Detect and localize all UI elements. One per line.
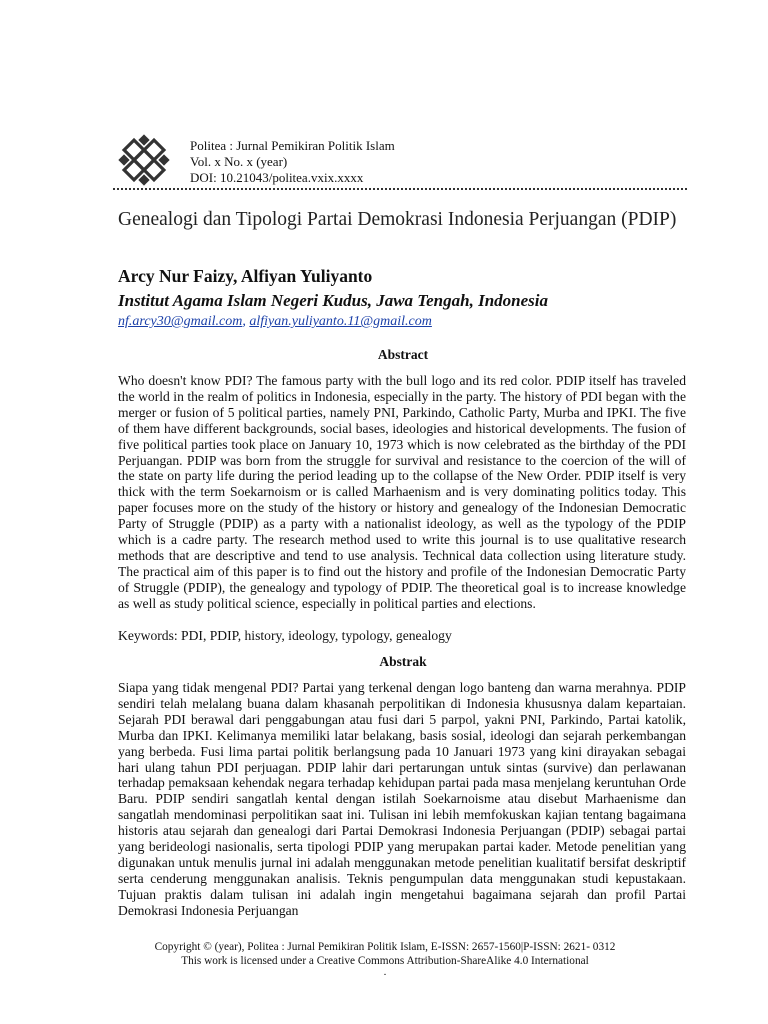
journal-header bbox=[118, 134, 688, 188]
copyright-notice: Copyright © (year), Politea : Jurnal Pemikiran Politik Islam, E-ISSN: 2657-1560|P-ISSN: 2621- 0312 bbox=[154, 941, 616, 953]
keywords: Keywords: PDI, PDIP, history, ideology, typology, genealogy bbox=[118, 628, 452, 643]
abstract-heading: Abstract bbox=[377, 347, 429, 362]
journal-doi: DOI: 10.21043/politea.vxix.xxxx bbox=[190, 170, 364, 185]
abstrak-text: Siapa yang tidak mengenal PDI? Partai yang terkenal dengan logo banteng dan warna merahnya. PDIP sendiri telah melalang buana dalam khasanah perpolitikan di Indonesia khususnya dalam kepartaian. Sejarah PDI berawal dari penggabungan atau fusi dari 5 parpol, yakni PNI, Parkindo, Partai katolik, Murba dan IPKI. Kelimanya memiliki latar belakang, basis sosial, ideologi dan sejarah perkembangan yang berbeda. Fusi lima partai politik berlangsung pada 10 Januari 1973 yang kini dirayakan sebagai hari ulang tahun PDI perjuagan. PDIP lahir dari pertarungan untuk sintas (survive) dan perlawanan terhadap pemaksaan kehendak negara terhadap kehidupan partai pada masa menjelang keruntuhan Orde Baru. PDIP sendiri sangatlah kental dengan istilah Soekarnoisme atau disebut Marhaenisme dan sangatlah mendominasi perpolitikan saat ini. Tulisan ini lebih memfokuskan kajian tentang bagaimana historis atau sejarah dan genealogi dari Partai Demokrasi Indonesia Perjuangan (PDIP) sebagai partai yang berideologi nasionalis, serta tipologi PDIP yang merupakan partai kader. Metode penelitian yang digunakan untuk menulis jurnal ini adalah menggunakan metode penelitian kualitatif bersifat deskriptif serta cenderung menggunakan analisis. Teknis pengumpulan data menggunakan studi kepustakaan. Tujuan praktis dalam tulisan ini adalah ingin mengetahui bagaimana sejarah dan profil Partai Demokrasi Indonesia Perjuangan bbox=[118, 680, 686, 918]
page-footer bbox=[120, 940, 650, 976]
journal-logo-icon bbox=[118, 134, 170, 186]
abstract-text: Who doesn't know PDI? The famous party with the bull logo and its red color. PDIP itself has traveled the world in the realm of politics in Indonesia, especially in the party. The history of PDI began with the merger or fusion of 5 political parties, namely PNI, Parkindo, Catholic Party, Murba and IPKI. The five of them have different backgrounds, social bases, ideologies and historical developments. The fusion of five political parties took place on January 10, 1973 which is now celebrated as the birthday of the PDI Perjuangan. PDIP was born from the struggle for survival and resistance to the coercion of the will of the state on party life during the period leading up to the collapse of the New Order. PDIP itself is very thick with the term Soekarnoism or is called Marhaenism and is very dominating politics today. This paper focuses more on the study of the history or history and genealogy of the Indonesian Democratic Party of Struggle (PDIP) as a party with a nationalist ideology, as well as the typology of the PDIP which is a cadre party. The research method used to write this journal is to use qualitative research methods that are descriptive and tend to use analysis. Technical data collection using literature study. The practical aim of this paper is to find out the history and profile of the Indonesian Democratic Party of Struggle (PDIP), the genealogy and typology of PDIP. The theoretical goal is to increase knowledge as well as study political science, especially in political parties and elections. bbox=[118, 373, 686, 611]
footer-mark: . bbox=[383, 966, 387, 978]
journal-volume: Vol. x No. x (year) bbox=[190, 154, 288, 169]
journal-info bbox=[190, 138, 395, 186]
license-notice: This work is licensed under a Creative Commons Attribution-ShareAlike 4.0 International bbox=[181, 955, 589, 967]
abstrak-heading: Abstrak bbox=[379, 654, 427, 669]
journal-name: Politea : Jurnal Pemikiran Politik Islam bbox=[190, 138, 395, 153]
email-link-1[interactable]: nf.arcy30@gmail.com bbox=[118, 314, 243, 329]
email-separator: , bbox=[242, 314, 250, 329]
email-link-2[interactable]: alfiyan.yuliyanto.11@gmail.com bbox=[249, 314, 432, 329]
paper-title: Genealogi dan Tipologi Partai Demokrasi Indonesia Perjuangan (PDIP) bbox=[118, 209, 677, 230]
header-divider bbox=[113, 188, 687, 190]
author-affiliation: Institut Agama Islam Negeri Kudus, Jawa Tengah, Indonesia bbox=[118, 291, 548, 310]
paper-authors: Arcy Nur Faizy, Alfiyan Yuliyanto bbox=[118, 266, 373, 286]
author-emails bbox=[118, 314, 432, 330]
